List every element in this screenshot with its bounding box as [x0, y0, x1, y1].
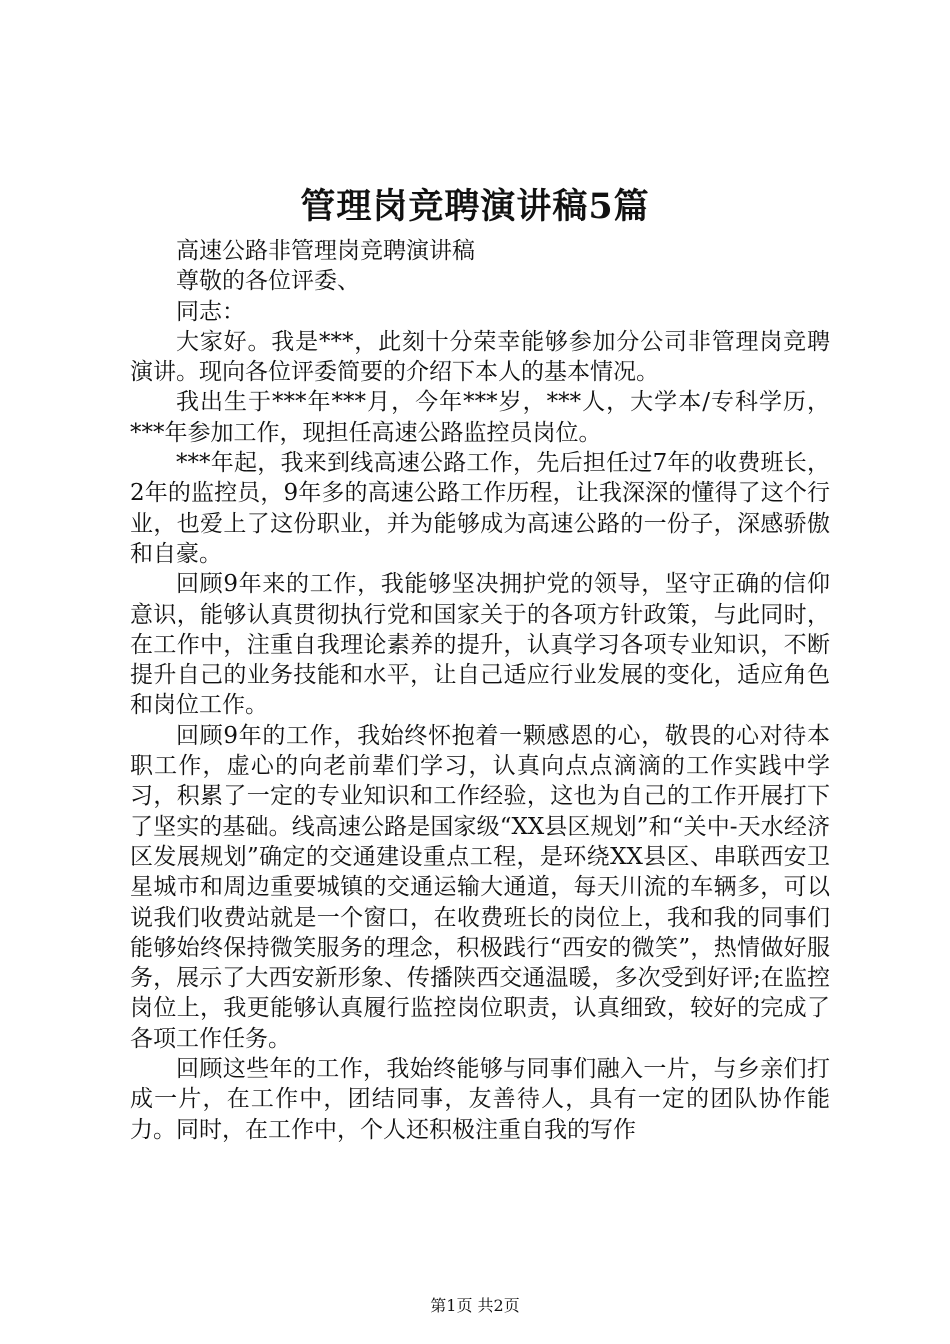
paragraph: 回顾9年的工作，我始终怀抱着一颗感恩的心，敬畏的心对待本职工作，虚心的向老前辈们学习，认真向点点滴滴的工作实践中学习，积累了一定的专业知识和工作经验，这也为自己的工作开展打下了坚实的基础。线高速公路是国家级“XX县区规划”和“关中-天水经济区发展规划”确定的交通建设重点工程，是环绕XX县区、串联西安卫星城市和周边重要城镇的交通运输大通道，每天川流的车辆多，可以说我们收费站就是一个窗口，在收费班长的岗位上，我和我的同事们能够始终保持微笑服务的理念，积极践行“西安的微笑”，热情做好服务，展示了大西安新形象、传播陕西交通温暖，多次受到好评;在监控岗位上，我更能够认真履行监控岗位职责，认真细致，较好的完成了各项工作任务。	[130, 722, 830, 1052]
paragraph: 大家好。我是***，此刻十分荣幸能够参加分公司非管理岗竞聘演讲。现向各位评委简要的介绍下本人的基本情况。	[130, 328, 830, 386]
document-body	[130, 236, 830, 1145]
paragraph: 同志：	[176, 298, 245, 325]
paragraph: ***年起，我来到线高速公路工作，先后担任过7年的收费班长，2年的监控员，9年多的高速公路工作历程，让我深深的懂得了这个行业，也爱上了这份职业，并为能够成为高速公路的一份子，深感骄傲和自豪。	[130, 450, 830, 567]
paragraph: 回顾这些年的工作，我始终能够与同事们融入一片，与乡亲们打成一片，在工作中，团结同事，友善待人，具有一定的团队协作能力。同时，在工作中，个人还积极注重自我的写作	[130, 1056, 830, 1143]
document-title: 管理岗竞聘演讲稿5篇	[300, 186, 650, 227]
paragraph: 我出生于***年***月，今年***岁，***人，大学本/专科学历，***年参加工作，现担任高速公路监控员岗位。	[130, 389, 830, 446]
page-footer: 第1页 共2页	[430, 1296, 520, 1315]
paragraph: 回顾9年来的工作，我能够坚决拥护党的领导，坚守正确的信仰意识，能够认真贯彻执行党和国家关于的各项方针政策，与此同时，在工作中，注重自我理论素养的提升，认真学习各项专业知识，不断提升自己的业务技能和水平，让自己适应行业发展的变化，适应角色和岗位工作。	[130, 571, 830, 719]
paragraph: 尊敬的各位评委、	[176, 268, 360, 295]
paragraph: 高速公路非管理岗竞聘演讲稿	[176, 238, 475, 264]
